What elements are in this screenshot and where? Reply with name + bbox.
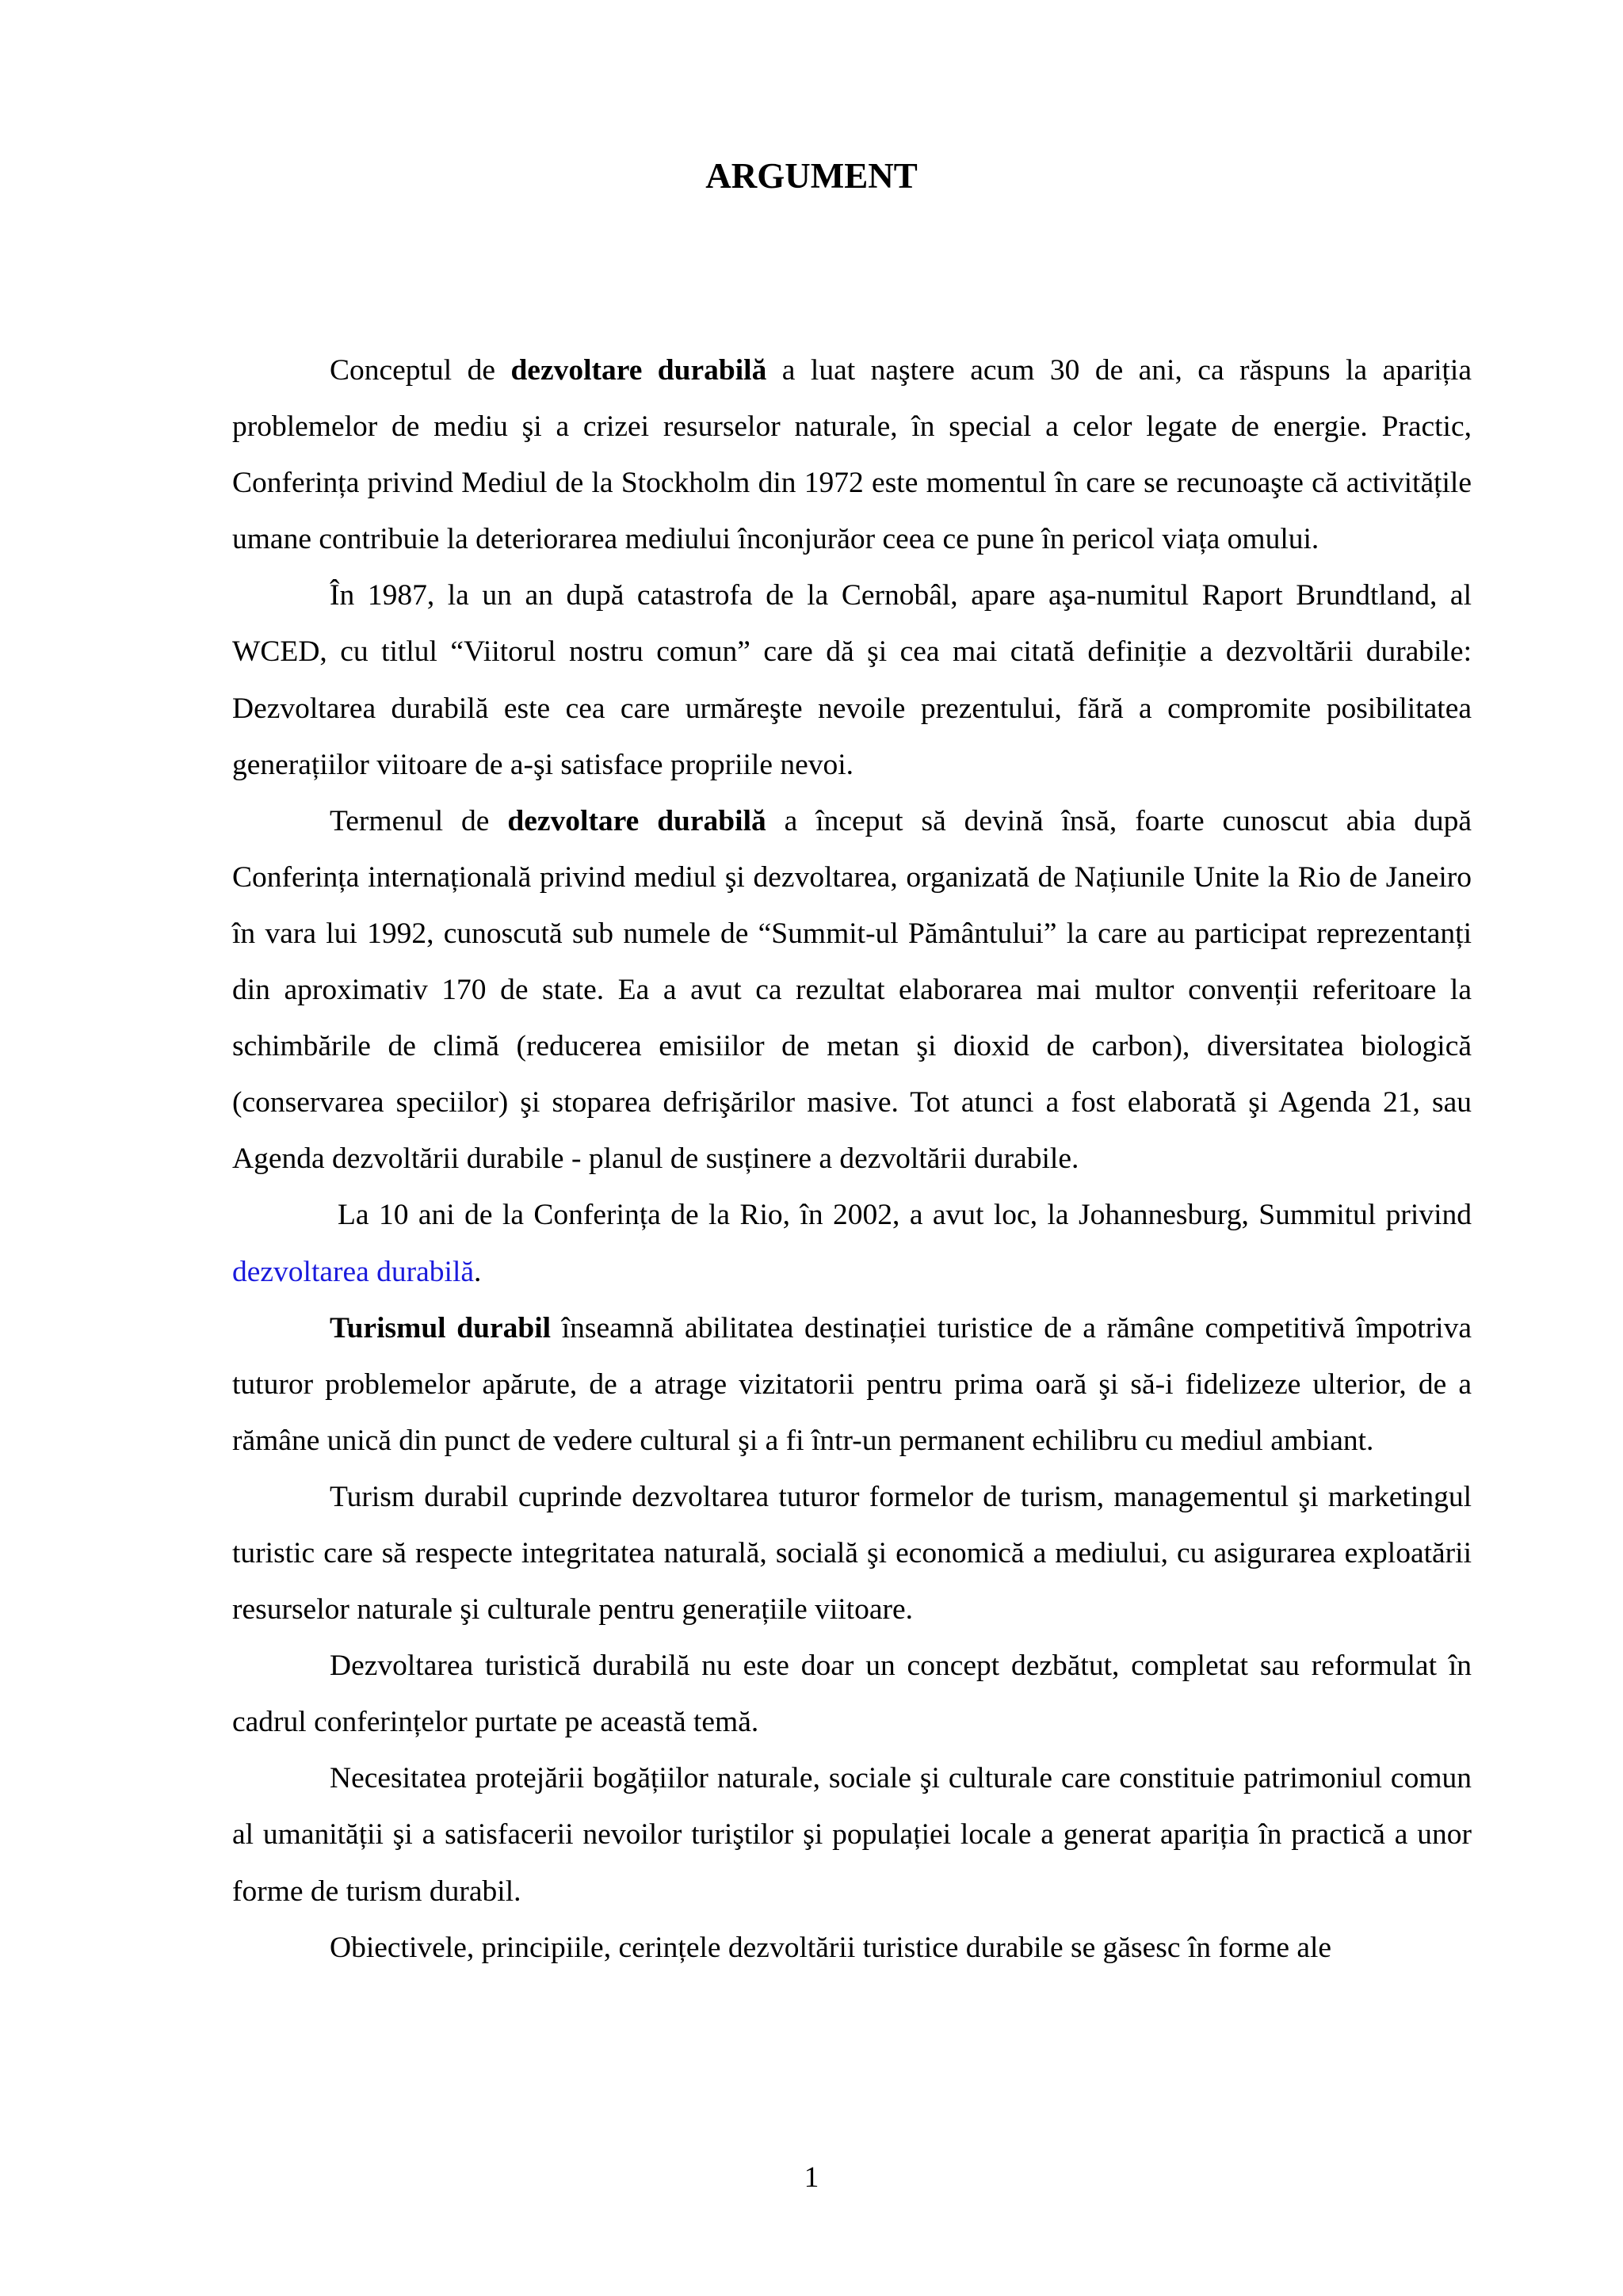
paragraph-8 [232,1750,1472,1919]
paragraph-5 [232,1300,1472,1469]
paragraph-1-bold-term: dezvoltare durabilă [510,354,767,387]
paragraph-4-text-a: La 10 ani de la Conferința de la Rio, în 2002, a avut loc, la Johannesburg, Summitul privind [338,1199,1472,1232]
paragraph-2-text: În 1987, la un an după catastrofa de la Cernobâl, apare aşa-numitul Raport Brundtland, al WCED, cu titlul “Viitorul nostru comun” care dă şi cea mai citată definiție a dezvoltării durabile: Dezvoltarea durabilă este cea care urmăreşte nevoile prezentului, fără a compromite posibilitatea generațiilor viitoare de a-şi satisface propriile nevoi. [232,579,1472,781]
page-title: ARGUMENT [705,156,918,196]
paragraph-4 [232,1187,1472,1299]
sustainable-development-link[interactable]: dezvoltarea durabilă [232,1255,475,1288]
paragraph-3-text-a: Termenul de [330,804,508,837]
paragraph-7-text: Dezvoltarea turistică durabilă nu este doar un concept dezbătut, completat sau reformulat în cadrul conferințelor purtate pe această temă. [232,1650,1472,1739]
paragraph-7 [232,1638,1472,1750]
paragraph-5-bold-term: Turismul durabil [330,1311,552,1344]
paragraph-1 [232,342,1472,567]
paragraph-4-text-b: . [474,1255,482,1288]
paragraph-3-bold-term: dezvoltare durabilă [507,804,766,837]
paragraph-5-text: înseamnă abilitatea destinației turistice de a rămâne competitivă împotriva tuturor problemelor apărute, de a atrage vizitatorii pentru prima oară şi să-i fidelizeze ulterior, de a rămâne unică din punct de vedere cultural şi a fi într-un permanent echilibru cu mediul ambiant. [232,1311,1472,1457]
paragraph-1-text-a: Conceptul de [330,354,511,387]
page-number: 1 [804,2161,819,2194]
paragraph-1-text-b: a luat naştere acum 30 de ani, ca răspuns la apariția problemelor de mediu şi a crizei resurselor naturale, în special a celor legate de energie. Practic, Conferința privind Mediul de la Stockholm din 1972 este momentul în care se recunoaşte că activitățile umane contribuie la deteriorarea mediului înconjurăor ceea ce pune în pericol viața omului. [232,354,1472,556]
paragraph-3-text-b: a început să devină însă, foarte cunoscut abia după Conferința internațională privind mediul şi dezvoltarea, organizată de Națiunile Unite la Rio de Janeiro în vara lui 1992, cunoscută sub numele de “Summit-ul Pământului” la care au participat reprezentanți din aproximativ 170 de state. Ea a avut ca rezultat elaborarea mai multor convenții referitoare la schimbările de climă (reducerea emisiilor de metan şi dioxid de carbon), diversitatea biologică (conservarea speciilor) şi stoparea defrişărilor masive. Tot atunci a fost elaborată şi Agenda 21, sau Agenda dezvoltării durabile - planul de susținere a dezvoltării durabile. [232,804,1472,1176]
paragraph-9-text: Obiectivele, principiile, cerințele dezvoltării turistice durabile se găsesc în forme ale [330,1931,1332,1964]
paragraph-2 [232,567,1472,792]
paragraph-9 [232,1920,1472,1976]
paragraph-8-text: Necesitatea protejării bogățiilor naturale, sociale şi culturale care constituie patrimoniul comun al umanității şi a satisfacerii nevoilor turiştilor şi populației locale a generat apariția în practică a unor forme de turism durabil. [232,1762,1472,1908]
paragraph-3 [232,793,1472,1188]
document-body [232,342,1472,1976]
paragraph-6 [232,1469,1472,1638]
paragraph-6-text: Turism durabil cuprinde dezvoltarea tuturor formelor de turism, managementul şi marketingul turistic care să respecte integritatea naturală, socială şi economică a mediului, cu asigurarea exploatării resurselor naturale şi culturale pentru generațiile viitoare. [232,1480,1472,1627]
